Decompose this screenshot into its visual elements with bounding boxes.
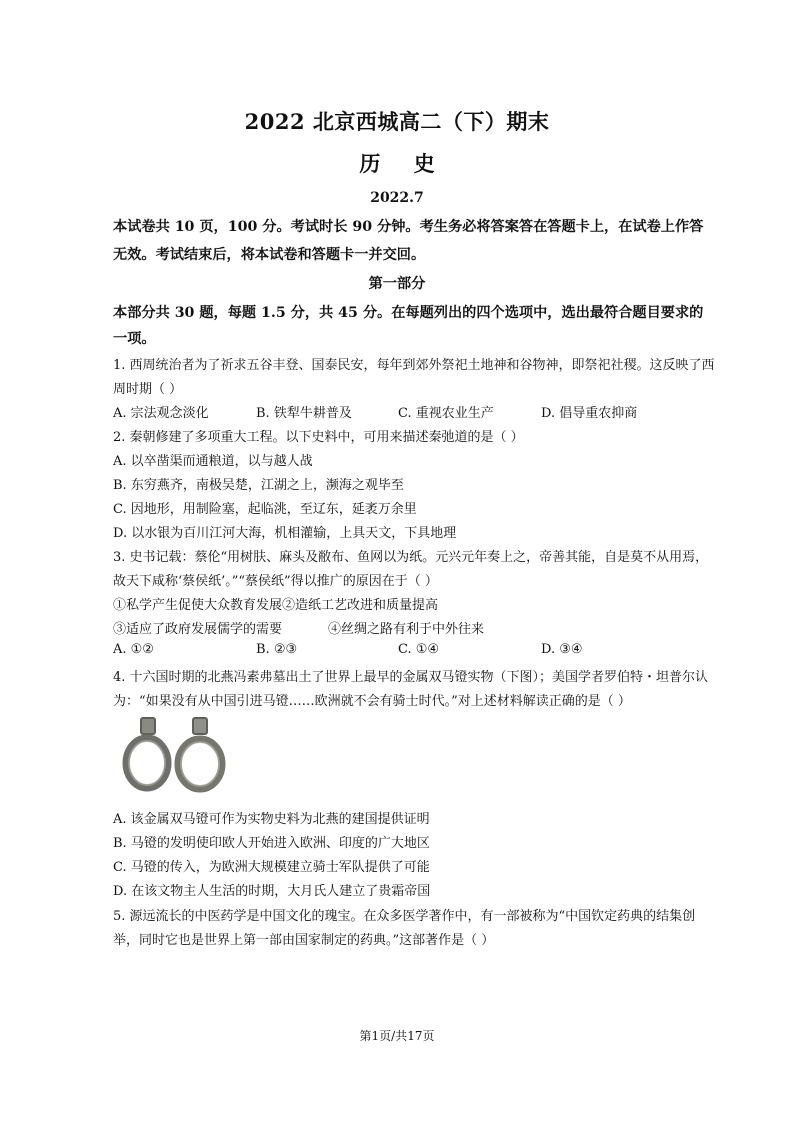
q1-option-a: A. 宗法观念淡化	[113, 406, 209, 421]
q3-option-d: D. ③④	[541, 642, 583, 657]
page-footer: 第1页/共17页	[359, 1029, 435, 1043]
part-intro-line-1: 本部分共 30 题，每题 1.5 分，共 45 分。在每题列出的四个选项中，选出最符合题目要求的	[113, 305, 704, 321]
q4-option-c: C. 马镫的传入，为欧洲大规模建立骑士军队提供了可能	[113, 860, 430, 875]
q3-option-c: C. ①④	[398, 642, 440, 657]
q3-items-line-1: ①私学产生促使大众教育发展②造纸工艺改进和质量提高	[113, 598, 439, 613]
q2-option-b: B. 东穷燕齐，南极吴楚，江湖之上，濒海之观毕至	[113, 478, 404, 493]
q3-item-4: ④丝绸之路有利于中外往来	[328, 622, 485, 637]
stirrups-photo	[114, 714, 234, 794]
q2-stem: 2. 秦朝修建了多项重大工程。以下史料中，可用来描述秦弛道的是（ ）	[113, 430, 524, 445]
q4-option-d: D. 在该文物主人生活的时期，大月氏人建立了贵霜帝国	[113, 884, 431, 899]
exam-date: 2022.7	[370, 190, 424, 206]
q2-option-d: D. 以水银为百川江河大海，机相灌输，上具天文，下具地理	[113, 526, 457, 541]
q1-stem-line-2: 周时期（ ）	[113, 382, 183, 397]
q3-option-b: B. ②③	[256, 642, 298, 657]
q5-stem-line-1: 5. 源远流长的中医药学是中国文化的瑰宝。在众多医学著作中，有一部被称为“中国钦定药典的结集创	[113, 909, 696, 924]
subject-title: 历 史	[359, 151, 435, 176]
q2-option-a: A. 以卒凿渠而通粮道，以与越人战	[113, 454, 313, 469]
q4-option-b: B. 马镫的发明使印欧人开始进入欧洲、印度的广大地区	[113, 836, 430, 851]
q2-option-c: C. 因地形，用制险塞，起临洮，至辽东，延袤万余里	[113, 502, 417, 517]
q1-stem-line-1: 1. 西周统治者为了祈求五谷丰登、国泰民安，每年到郊外祭祀土地神和谷物神，即祭祀社稷。这反映了西	[113, 358, 715, 373]
q4-option-a: A. 该金属双马镫可作为实物史料为北燕的建国提供证明	[113, 812, 430, 827]
q3-item-3: ③适应了政府发展儒学的需要	[113, 622, 283, 637]
instructions-line-1: 本试卷共 10 页，100 分。考试时长 90 分钟。考生务必将答案答在答题卡上，在试卷上作答	[113, 219, 704, 235]
q3-stem-line-1: 3. 史书记载：蔡伦“用树肤、麻头及敝布、鱼网以为纸。元兴元年奏上之，帝善其能，自是莫不从用焉，	[113, 550, 709, 565]
part-intro-line-2: 一项。	[113, 331, 156, 347]
q1-option-b: B. 铁犁牛耕普及	[256, 406, 352, 421]
exam-title: 2022 北京西城高二（下）期末	[244, 109, 550, 134]
q3-option-a: A. ①②	[113, 642, 154, 657]
q1-option-c: C. 重视农业生产	[398, 406, 494, 421]
q4-stem-line-2: 为：“如果没有从中国引进马镫……欧洲就不会有骑士时代。”对上述材料解读正确的是（ ）	[113, 694, 631, 709]
q3-stem-line-2: 故天下咸称‘蔡侯纸’。”“蔡侯纸”得以推广的原因在于（ ）	[113, 574, 438, 589]
q5-stem-line-2: 举，同时它也是世界上第一部由国家制定的药典。”这部著作是（ ）	[113, 933, 495, 948]
instructions-line-2: 无效。考试结束后，将本试卷和答题卡一并交回。	[113, 247, 426, 263]
part-title: 第一部分	[368, 276, 426, 292]
q1-option-d: D. 倡导重农抑商	[541, 406, 638, 421]
q4-stem-line-1: 4. 十六国时期的北燕冯素弗墓出土了世界上最早的金属双马镫实物（下图）；美国学者罗伯特・坦普尔认	[113, 670, 709, 685]
